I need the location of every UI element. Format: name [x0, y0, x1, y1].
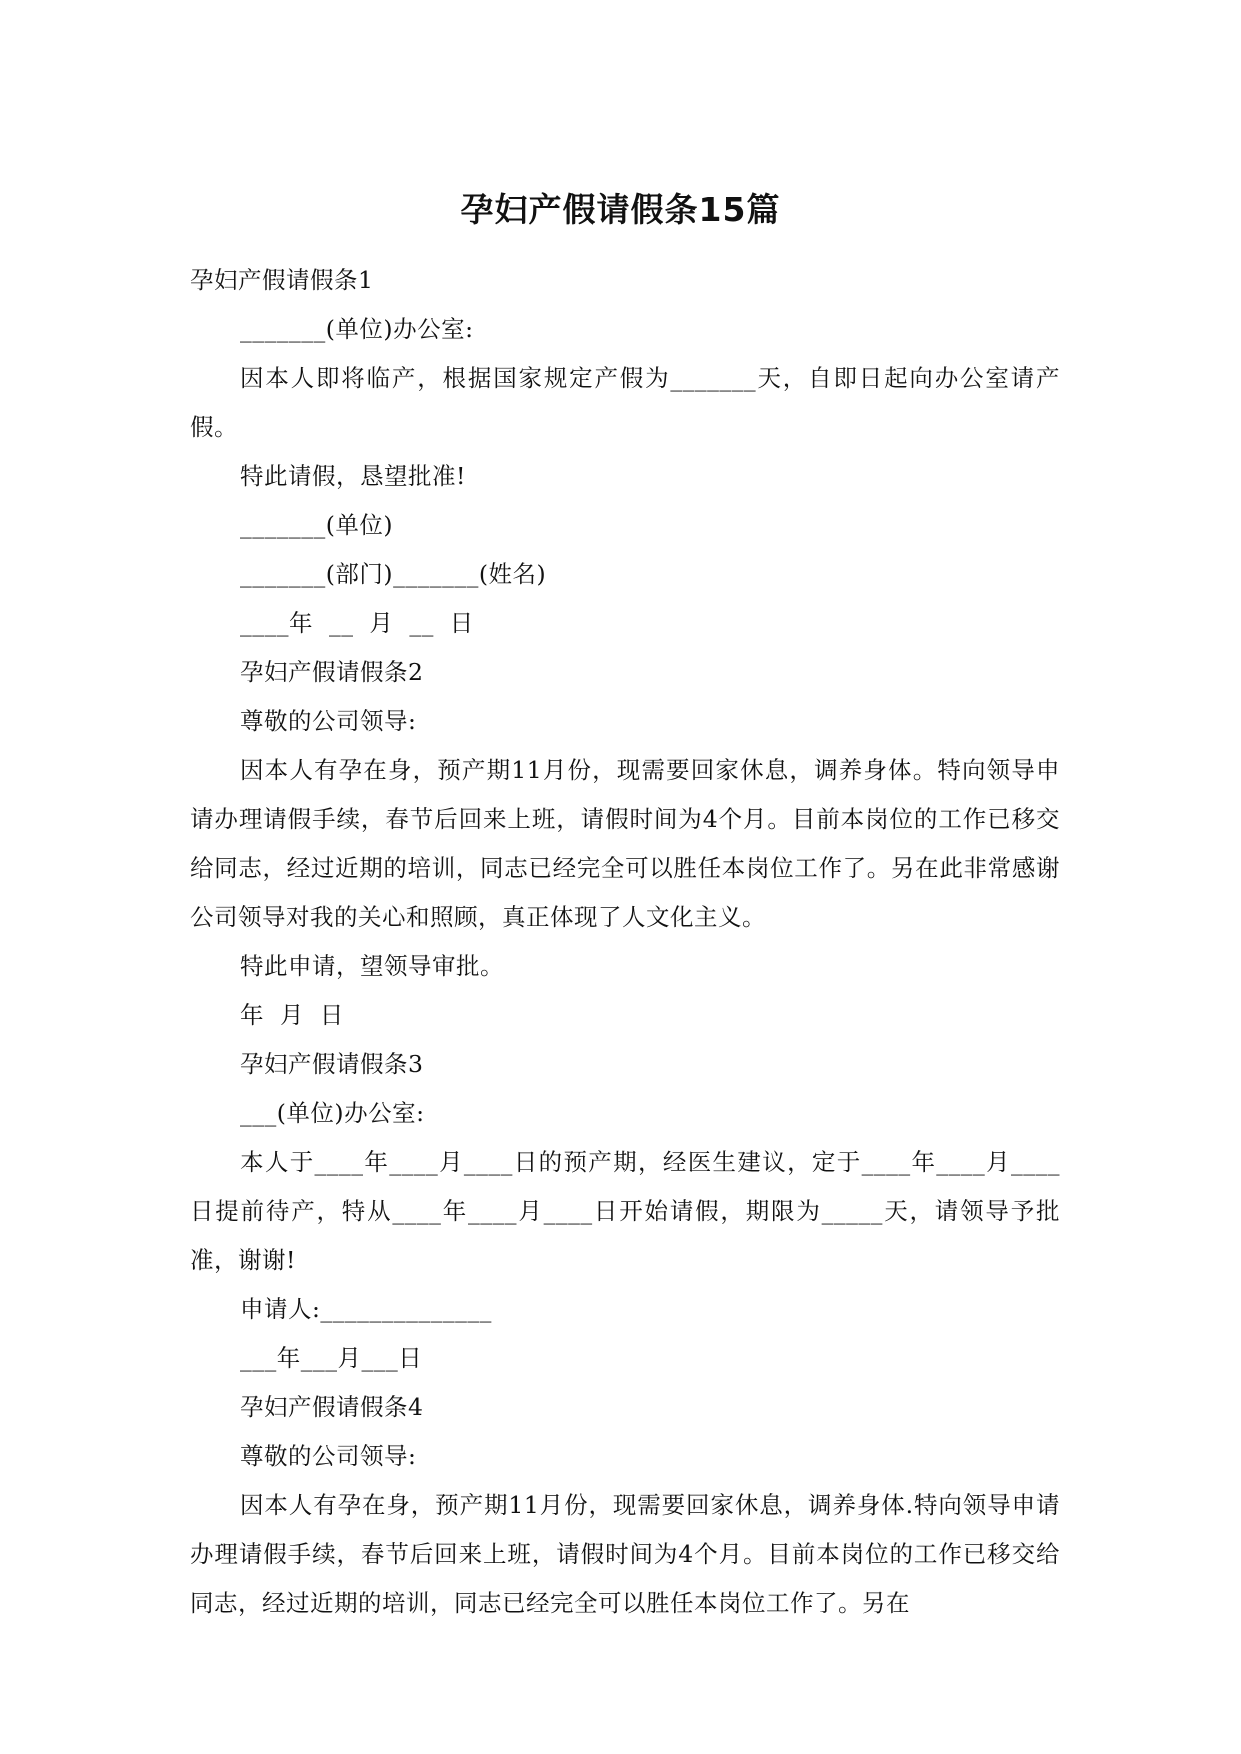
paragraph: 孕妇产假请假条1 [190, 266, 374, 294]
paragraph: _______(部门)_______(姓名) [240, 560, 547, 588]
paragraph: 特此请假，恳望批准! [240, 462, 466, 490]
paragraph: 孕妇产假请假条3 [240, 1050, 424, 1078]
paragraph: 尊敬的公司领导: [240, 1442, 417, 1470]
paragraph: 尊敬的公司领导: [240, 707, 417, 735]
document-title: 孕妇产假请假条15篇 [460, 190, 781, 229]
paragraph: 孕妇产假请假条4 [240, 1393, 424, 1421]
paragraph: 年 月 日 [240, 1001, 344, 1029]
document-body [190, 256, 1060, 1628]
paragraph: 因本人即将临产，根据国家规定产假为_______天，自即日起向办公室请产假。 [190, 364, 1060, 441]
paragraph: 本人于____年____月____日的预产期，经医生建议，定于____年____月____日提前待产，特从____年____月____日开始请假，期限为_____天，请领导予批准，谢谢! [190, 1148, 1060, 1274]
paragraph: 特此申请，望领导审批。 [240, 952, 504, 980]
paragraph: 因本人有孕在身，预产期11月份，现需要回家休息，调养身体.特向领导申请办理请假手续，春节后回来上班，请假时间为4个月。目前本岗位的工作已移交给同志，经过近期的培训，同志已经完全可以胜任本岗位工作了。另在 [190, 1491, 1060, 1617]
paragraph: 因本人有孕在身，预产期11月份，现需要回家休息，调养身体。特向领导申请办理请假手续，春节后回来上班，请假时间为4个月。目前本岗位的工作已移交给同志，经过近期的培训，同志已经完全可以胜任本岗位工作了。另在此非常感谢公司领导对我的关心和照顾，真正体现了人文化主义。 [190, 756, 1060, 931]
paragraph: ____年 __ 月 __ 日 [240, 609, 474, 637]
paragraph: _______(单位) [240, 511, 394, 539]
paragraph: ___(单位)办公室: [240, 1099, 425, 1127]
paragraph: 孕妇产假请假条2 [240, 658, 424, 686]
paragraph: 申请人:______________ [240, 1295, 492, 1323]
paragraph: _______(单位)办公室: [240, 315, 474, 343]
paragraph: ___年___月___日 [240, 1344, 423, 1372]
